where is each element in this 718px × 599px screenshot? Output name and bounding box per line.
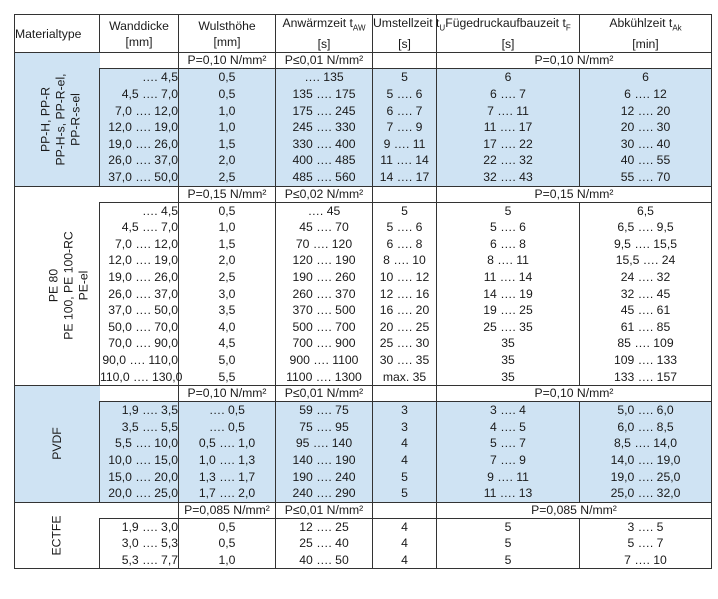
cell-wulsthoehe: 4,5 <box>179 335 276 352</box>
cell-anwaermzeit: 330 …. 400 <box>276 136 373 153</box>
cell-anwaermzeit: 120 …. 190 <box>276 252 373 269</box>
cell-anwaermzeit: 75 …. 95 <box>276 419 373 436</box>
pressure-fuege-cell: P=0,15 N/mm² <box>437 186 712 202</box>
cell-wanddicke: 26,0 …. 37,0 <box>100 152 179 169</box>
pressure-row <box>15 386 712 402</box>
cell-wanddicke: 15,0 …. 20,0 <box>100 469 179 486</box>
cell-umstellzeit: 5 …. 6 <box>373 86 437 103</box>
cell-abkuehlzeit: 133 …. 157 <box>580 369 712 386</box>
cell-umstellzeit: max. 35 <box>373 369 437 386</box>
cell-wulsthoehe: 1,0 <box>179 103 276 120</box>
cell-wulsthoehe: 1,0 <box>179 119 276 136</box>
table-row <box>15 535 712 552</box>
cell-anwaermzeit: …. 45 <box>276 202 373 219</box>
cell-wulsthoehe: 1,7 …. 2,0 <box>179 485 276 502</box>
cell-fuegedruckaufbauzeit: 5 <box>437 202 580 219</box>
cell-umstellzeit: 9 …. 11 <box>373 136 437 153</box>
cell-wulsthoehe: 4,0 <box>179 319 276 336</box>
cell-anwaermzeit: 140 …. 190 <box>276 452 373 469</box>
material-label-line: PE-el <box>76 270 91 301</box>
pressure-anwaerm-cell: P≤0,01 N/mm² <box>276 502 373 518</box>
material-label-line: PP-H, PP-R <box>38 87 53 153</box>
cell-fuegedruckaufbauzeit: 5 <box>437 535 580 552</box>
cell-anwaermzeit: 135 …. 175 <box>276 86 373 103</box>
header-fuegedruckaufbauzeit: Fügedruckaufbauzeit $t_F$ [s] <box>437 15 580 53</box>
cell-anwaermzeit: 400 …. 485 <box>276 152 373 169</box>
table-row <box>15 86 712 103</box>
cell-anwaermzeit: 190 …. 260 <box>276 269 373 286</box>
cell-abkuehlzeit: 109 …. 133 <box>580 352 712 369</box>
cell-wulsthoehe: 1,0 …. 1,3 <box>179 452 276 469</box>
cell-fuegedruckaufbauzeit: 11 …. 14 <box>437 269 580 286</box>
cell-umstellzeit: 7 …. 9 <box>373 119 437 136</box>
cell-abkuehlzeit: 61 …. 85 <box>580 319 712 336</box>
table-row <box>15 69 712 86</box>
cell-abkuehlzeit: 85 …. 109 <box>580 335 712 352</box>
table-row <box>15 252 712 269</box>
header-abkuehlzeit: Abkühlzeit $t_{Ak}$ [min] <box>580 15 712 53</box>
cell-fuegedruckaufbauzeit: 4 …. 5 <box>437 419 580 436</box>
cell-wanddicke: 4,5 …. 7,0 <box>100 86 179 103</box>
cell-wulsthoehe: 1,5 <box>179 136 276 153</box>
cell-abkuehlzeit: 32 …. 45 <box>580 286 712 303</box>
material-label-line: PE 80 <box>46 269 61 303</box>
cell-anwaermzeit: 45 …. 70 <box>276 219 373 236</box>
table-row <box>15 518 712 535</box>
cell-fuegedruckaufbauzeit: 25 …. 35 <box>437 319 580 336</box>
pressure-row <box>15 186 712 202</box>
cell-fuegedruckaufbauzeit: 3 …. 4 <box>437 402 580 419</box>
cell-fuegedruckaufbauzeit: 35 <box>437 335 580 352</box>
cell-abkuehlzeit: 5 …. 7 <box>580 535 712 552</box>
cell-abkuehlzeit: 6,5 …. 9,5 <box>580 219 712 236</box>
cell-abkuehlzeit: 9,5 …. 15,5 <box>580 236 712 253</box>
pressure-wulst-cell: P=0,15 N/mm² <box>179 186 276 202</box>
pressure-umstell-cell <box>373 53 437 69</box>
table-row <box>15 286 712 303</box>
cell-anwaermzeit: 700 …. 900 <box>276 335 373 352</box>
table-row <box>15 202 712 219</box>
cell-fuegedruckaufbauzeit: 35 <box>437 369 580 386</box>
cell-anwaermzeit: 12 …. 25 <box>276 518 373 535</box>
cell-wulsthoehe: …. 0,5 <box>179 402 276 419</box>
cell-wulsthoehe: 2,5 <box>179 169 276 186</box>
header-umstellzeit: Umstellzeit $t_U$ [s] <box>373 16 446 52</box>
header-wanddicke: Wanddicke [mm] <box>100 15 179 53</box>
pressure-fuege-cell: P=0,085 N/mm² <box>437 502 712 518</box>
cell-abkuehlzeit: 7 …. 10 <box>580 552 712 569</box>
pressure-wulst-cell: P=0,085 N/mm² <box>179 502 276 518</box>
cell-abkuehlzeit: 6 …. 12 <box>580 86 712 103</box>
cell-anwaermzeit: 1100 …. 1300 <box>276 369 373 386</box>
cell-fuegedruckaufbauzeit: 22 …. 32 <box>437 152 580 169</box>
pressure-fuege-cell: P=0,10 N/mm² <box>437 53 712 69</box>
cell-umstellzeit: 3 <box>373 402 437 419</box>
cell-umstellzeit: 30 …. 35 <box>373 352 437 369</box>
cell-wanddicke: 7,0 …. 12,0 <box>100 103 179 120</box>
cell-wulsthoehe: 1,0 <box>179 552 276 569</box>
cell-wulsthoehe: 3,5 <box>179 302 276 319</box>
cell-wanddicke: …. 4,5 <box>100 69 179 86</box>
cell-umstellzeit: 14 …. 17 <box>373 169 437 186</box>
cell-abkuehlzeit: 30 …. 40 <box>580 136 712 153</box>
cell-abkuehlzeit: 14,0 …. 19,0 <box>580 452 712 469</box>
table-row <box>15 119 712 136</box>
pressure-umstell-cell <box>373 386 437 402</box>
cell-anwaermzeit: 70 …. 120 <box>276 236 373 253</box>
cell-fuegedruckaufbauzeit: 5 <box>437 518 580 535</box>
cell-anwaermzeit: 95 …. 140 <box>276 435 373 452</box>
table-row <box>15 335 712 352</box>
cell-anwaermzeit: …. 135 <box>276 69 373 86</box>
cell-wulsthoehe: 0,5 <box>179 202 276 219</box>
cell-abkuehlzeit: 25,0 …. 32,0 <box>580 485 712 502</box>
cell-wanddicke: 10,0 …. 15,0 <box>100 452 179 469</box>
cell-wulsthoehe: 1,3 …. 1,7 <box>179 469 276 486</box>
pressure-wulst-cell: P=0,10 N/mm² <box>179 386 276 402</box>
cell-fuegedruckaufbauzeit: 5 …. 6 <box>437 219 580 236</box>
pressure-blank-cell <box>100 386 179 402</box>
material-label-line: PVDF <box>49 427 64 461</box>
table-row <box>15 485 712 502</box>
header-materialtype: Materialtype <box>15 15 100 53</box>
header-wulsthoehe: Wulsthöhe [mm] <box>179 15 276 53</box>
cell-wanddicke: 19,0 …. 26,0 <box>100 269 179 286</box>
cell-abkuehlzeit: 12 …. 20 <box>580 103 712 120</box>
cell-anwaermzeit: 900 …. 1100 <box>276 352 373 369</box>
table-row <box>15 369 712 386</box>
cell-wulsthoehe: 1,0 <box>179 219 276 236</box>
cell-umstellzeit: 16 …. 20 <box>373 302 437 319</box>
cell-umstellzeit: 25 …. 30 <box>373 335 437 352</box>
table-row <box>15 236 712 253</box>
material-pe <box>15 186 100 386</box>
cell-wanddicke: 37,0 …. 50,0 <box>100 169 179 186</box>
cell-fuegedruckaufbauzeit: 5 …. 7 <box>437 435 580 452</box>
cell-umstellzeit: 5 <box>373 69 437 86</box>
material-ectfe <box>15 502 100 569</box>
cell-umstellzeit: 4 <box>373 552 437 569</box>
cell-abkuehlzeit: 20 …. 30 <box>580 119 712 136</box>
cell-wulsthoehe: 0,5 <box>179 518 276 535</box>
cell-wanddicke: 12,0 …. 19,0 <box>100 119 179 136</box>
header-anwaermzeit: Anwärmzeit $t_{AW}$ [s] <box>276 15 373 53</box>
cell-wulsthoehe: 5,0 <box>179 352 276 369</box>
cell-wulsthoehe: 2,0 <box>179 152 276 169</box>
cell-anwaermzeit: 370 …. 500 <box>276 302 373 319</box>
cell-fuegedruckaufbauzeit: 6 …. 8 <box>437 236 580 253</box>
pressure-blank-cell <box>100 186 179 202</box>
cell-abkuehlzeit: 6,5 <box>580 202 712 219</box>
cell-umstellzeit: 4 <box>373 452 437 469</box>
cell-umstellzeit: 5 …. 6 <box>373 219 437 236</box>
cell-wulsthoehe: 2,0 <box>179 252 276 269</box>
cell-anwaermzeit: 175 …. 245 <box>276 103 373 120</box>
pressure-row <box>15 53 712 69</box>
cell-umstellzeit: 11 …. 14 <box>373 152 437 169</box>
material-label-line: PP-R-s-el <box>68 93 83 146</box>
cell-anwaermzeit: 245 …. 330 <box>276 119 373 136</box>
table-row <box>15 136 712 153</box>
cell-fuegedruckaufbauzeit: 6 <box>437 69 580 86</box>
cell-abkuehlzeit: 15,5 …. 24 <box>580 252 712 269</box>
cell-fuegedruckaufbauzeit: 5 <box>437 552 580 569</box>
pressure-blank-cell <box>100 502 179 518</box>
cell-anwaermzeit: 190 …. 240 <box>276 469 373 486</box>
cell-anwaermzeit: 59 …. 75 <box>276 402 373 419</box>
material-label-line: PP-H-s, PP-R-el, <box>53 73 68 166</box>
cell-wanddicke: 7,0 …. 12,0 <box>100 236 179 253</box>
cell-abkuehlzeit: 40 …. 55 <box>580 152 712 169</box>
pressure-anwaerm-cell: P≤0,01 N/mm² <box>276 53 373 69</box>
header-row <box>15 15 712 53</box>
cell-anwaermzeit: 500 …. 700 <box>276 319 373 336</box>
pressure-blank-cell <box>100 53 179 69</box>
cell-wulsthoehe: 1,5 <box>179 236 276 253</box>
table-row <box>15 319 712 336</box>
material-pp <box>15 53 100 186</box>
table-row <box>15 552 712 569</box>
table-row <box>15 452 712 469</box>
material-pvdf <box>15 386 100 503</box>
cell-fuegedruckaufbauzeit: 35 <box>437 352 580 369</box>
cell-abkuehlzeit: 19,0 …. 25,0 <box>580 469 712 486</box>
cell-fuegedruckaufbauzeit: 14 …. 19 <box>437 286 580 303</box>
cell-umstellzeit: 3 <box>373 419 437 436</box>
table-row <box>15 302 712 319</box>
cell-anwaermzeit: 25 …. 40 <box>276 535 373 552</box>
cell-fuegedruckaufbauzeit: 7 …. 9 <box>437 452 580 469</box>
cell-umstellzeit: 5 <box>373 485 437 502</box>
cell-anwaermzeit: 260 …. 370 <box>276 286 373 303</box>
cell-umstellzeit: 4 <box>373 518 437 535</box>
cell-wanddicke: 70,0 …. 90,0 <box>100 335 179 352</box>
pressure-row <box>15 502 712 518</box>
pressure-fuege-cell: P=0,10 N/mm² <box>437 386 712 402</box>
cell-wanddicke: 3,5 …. 5,5 <box>100 419 179 436</box>
cell-umstellzeit: 10 …. 12 <box>373 269 437 286</box>
cell-wanddicke: …. 4,5 <box>100 202 179 219</box>
cell-wulsthoehe: 0,5 <box>179 69 276 86</box>
cell-fuegedruckaufbauzeit: 9 …. 11 <box>437 469 580 486</box>
table-row <box>15 152 712 169</box>
cell-anwaermzeit: 240 …. 290 <box>276 485 373 502</box>
cell-abkuehlzeit: 3 …. 5 <box>580 518 712 535</box>
cell-wanddicke: 5,3 …. 7,7 <box>100 552 179 569</box>
pressure-wulst-cell: P=0,10 N/mm² <box>179 53 276 69</box>
cell-fuegedruckaufbauzeit: 11 …. 17 <box>437 119 580 136</box>
cell-wanddicke: 1,9 …. 3,0 <box>100 518 179 535</box>
cell-fuegedruckaufbauzeit: 11 …. 13 <box>437 485 580 502</box>
cell-wulsthoehe: 3,0 <box>179 286 276 303</box>
material-label-line: PE 100, PE 100-RC <box>61 231 76 341</box>
material-label-line: ECTFE <box>49 515 64 556</box>
cell-umstellzeit: 4 <box>373 535 437 552</box>
cell-wanddicke: 110,0 …. 130,0 <box>100 369 179 386</box>
cell-wulsthoehe: 0,5 <box>179 535 276 552</box>
cell-umstellzeit: 6 …. 8 <box>373 236 437 253</box>
cell-wanddicke: 37,0 …. 50,0 <box>100 302 179 319</box>
pressure-umstell-cell <box>373 502 437 518</box>
table-row <box>15 269 712 286</box>
table-row <box>15 435 712 452</box>
cell-abkuehlzeit: 8,5 …. 14,0 <box>580 435 712 452</box>
cell-fuegedruckaufbauzeit: 7 …. 11 <box>437 103 580 120</box>
cell-wulsthoehe: 0,5 <box>179 86 276 103</box>
cell-umstellzeit: 4 <box>373 435 437 452</box>
table-row <box>15 469 712 486</box>
cell-wanddicke: 90,0 …. 110,0 <box>100 352 179 369</box>
table-row <box>15 169 712 186</box>
cell-wanddicke: 19,0 …. 26,0 <box>100 136 179 153</box>
cell-wulsthoehe: 5,5 <box>179 369 276 386</box>
cell-umstellzeit: 12 …. 16 <box>373 286 437 303</box>
cell-umstellzeit: 5 <box>373 202 437 219</box>
cell-abkuehlzeit: 24 …. 32 <box>580 269 712 286</box>
cell-wanddicke: 5,5 …. 10,0 <box>100 435 179 452</box>
cell-wanddicke: 12,0 …. 19,0 <box>100 252 179 269</box>
cell-umstellzeit: 6 …. 7 <box>373 103 437 120</box>
table-row <box>15 419 712 436</box>
cell-abkuehlzeit: 6,0 …. 8,5 <box>580 419 712 436</box>
cell-anwaermzeit: 485 …. 560 <box>276 169 373 186</box>
cell-umstellzeit: 8 …. 10 <box>373 252 437 269</box>
table-row <box>15 352 712 369</box>
cell-wulsthoehe: 0,5 …. 1,0 <box>179 435 276 452</box>
cell-wanddicke: 26,0 …. 37,0 <box>100 286 179 303</box>
cell-abkuehlzeit: 55 …. 70 <box>580 169 712 186</box>
pressure-anwaerm-cell: P≤0,01 N/mm² <box>276 386 373 402</box>
cell-abkuehlzeit: 5,0 …. 6,0 <box>580 402 712 419</box>
table-row <box>15 103 712 120</box>
cell-fuegedruckaufbauzeit: 17 …. 22 <box>437 136 580 153</box>
cell-abkuehlzeit: 45 …. 61 <box>580 302 712 319</box>
welding-parameters-table <box>14 14 712 569</box>
cell-fuegedruckaufbauzeit: 6 …. 7 <box>437 86 580 103</box>
pressure-umstell-cell <box>373 186 437 202</box>
table-row <box>15 219 712 236</box>
cell-umstellzeit: 20 …. 25 <box>373 319 437 336</box>
cell-wulsthoehe: …. 0,5 <box>179 419 276 436</box>
cell-wanddicke: 4,5 …. 7,0 <box>100 219 179 236</box>
cell-fuegedruckaufbauzeit: 8 …. 11 <box>437 252 580 269</box>
cell-fuegedruckaufbauzeit: 19 …. 25 <box>437 302 580 319</box>
cell-anwaermzeit: 40 …. 50 <box>276 552 373 569</box>
cell-wanddicke: 20,0 …. 25,0 <box>100 485 179 502</box>
cell-wanddicke: 1,9 …. 3,5 <box>100 402 179 419</box>
pressure-anwaerm-cell: P≤0,02 N/mm² <box>276 186 373 202</box>
table-row <box>15 402 712 419</box>
cell-wanddicke: 3,0 …. 5,3 <box>100 535 179 552</box>
cell-wulsthoehe: 2,5 <box>179 269 276 286</box>
cell-wanddicke: 50,0 …. 70,0 <box>100 319 179 336</box>
cell-fuegedruckaufbauzeit: 32 …. 43 <box>437 169 580 186</box>
cell-umstellzeit: 5 <box>373 469 437 486</box>
cell-abkuehlzeit: 6 <box>580 69 712 86</box>
